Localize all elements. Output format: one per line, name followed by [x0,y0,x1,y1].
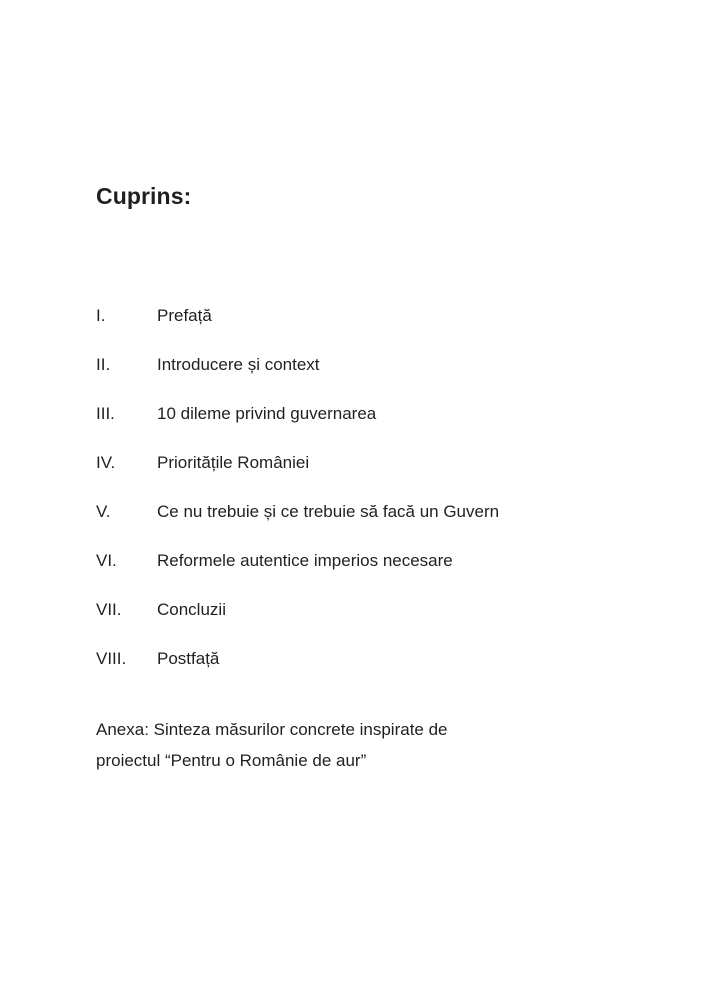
toc-item-concluzii [96,598,616,647]
toc-number: VI. [96,551,117,570]
toc-number: VII. [96,600,122,619]
toc-item-reforme [96,549,616,598]
toc-number: I. [96,306,106,325]
page-title: Cuprins: [96,183,192,209]
table-of-contents [96,304,616,696]
toc-number: III. [96,404,115,423]
toc-number: VIII. [96,649,127,668]
toc-number: V. [96,502,111,521]
toc-title: Prefață [157,306,212,325]
toc-title: Prioritățile României [157,453,310,472]
toc-title: Introducere și context [157,355,320,374]
toc-item-prefata [96,304,616,353]
toc-item-guvern [96,500,616,549]
toc-title: 10 dileme privind guvernarea [157,404,377,423]
annex-line: Anexa: Sinteza măsurilor concrete inspirate de [96,720,448,739]
annex-entry [96,714,616,776]
toc-title: Postfață [157,649,220,668]
toc-title: Ce nu trebuie și ce trebuie să facă un Guvern [157,502,500,521]
toc-item-dileme [96,402,616,451]
toc-item-postfata [96,647,616,696]
toc-title: Reformele autentice imperios necesare [157,551,453,570]
toc-number: IV. [96,453,116,472]
toc-title: Concluzii [157,600,226,619]
toc-item-introducere [96,353,616,402]
toc-number: II. [96,355,111,374]
toc-item-prioritati [96,451,616,500]
annex-line: proiectul “Pentru o Românie de aur” [96,751,367,770]
